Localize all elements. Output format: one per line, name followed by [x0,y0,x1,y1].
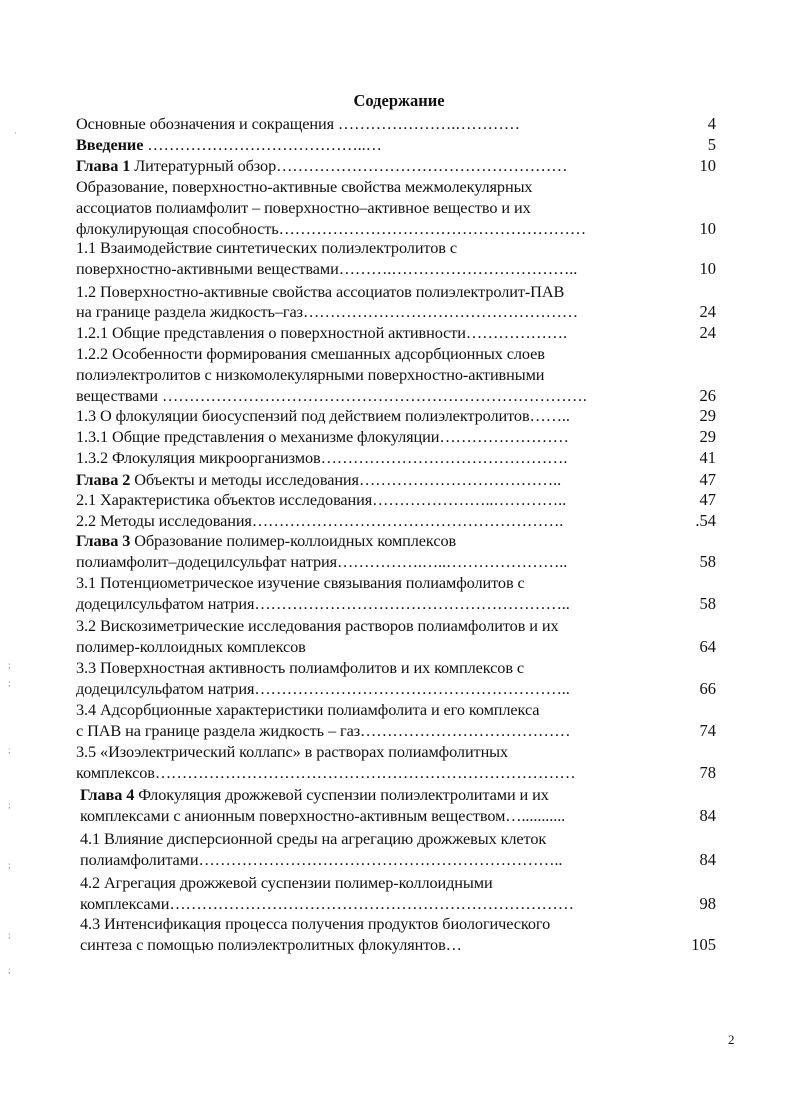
toc-entry-text: Основные обозначения и сокращения ………………….………… [76,114,520,133]
toc-entry-line [76,470,561,491]
toc-entry-line [76,616,558,637]
toc-entry-text: 1.3.2 Флокуляция микроорганизмов………………………………………. [76,448,568,467]
scan-speck: ; [8,930,11,940]
toc-entry-line [76,198,531,219]
scan-speck: ; [8,745,11,755]
toc-entry-line [76,511,563,532]
toc-entry-line [76,282,564,303]
chapter-label: Глава 3 [76,531,131,550]
toc-entry-line [76,238,457,259]
toc-entry-text: полиамфолитами………………………………………………………….. [80,850,563,869]
chapter-label: Глава 1 [76,156,131,175]
toc-entry-line [76,700,539,721]
toc-entry-text: Образование полимер-коллоидных комплексов [130,531,457,550]
toc-entry-text: 4.1 Влияние дисперсионной среды на агрегацию дрожжевых клеток [80,829,547,848]
toc-entry-text: 1.3 О флокуляции биосуспензий под действием полиэлектролитов…….. [76,406,570,425]
toc-page-number: 47 [699,470,716,489]
toc-entry-text: 3.4 Адсорбционные характеристики полиамфолита и его комплекса [76,700,540,719]
toc-entry-text: веществами ……………………………………………………………………. [76,386,587,405]
toc-entry-line [76,531,456,552]
toc-entry-line [76,573,525,594]
toc-entry-line [76,302,578,323]
toc-page-number: 26 [699,386,716,405]
toc-entry-line [80,806,565,827]
page-title: Содержание [353,91,445,110]
toc-entry-text: 1.2.1 Общие представления о поверхностной активности………………. [76,323,567,342]
toc-page-number: 29 [699,427,716,446]
toc-page-number: 4 [707,114,716,133]
toc-entry-text: на границе раздела жидкость–газ…………………………………………… [76,302,579,321]
toc-entry-text: 1.1 Взаимодействие синтетических полиэлектролитов с [76,238,457,257]
toc-entry-text: Литературный обзор……………………………………………… [130,156,568,175]
toc-entry-text: додецилсульфатом натрия………………………………………………….. [76,594,570,613]
toc-page-number: .54 [695,511,716,530]
toc-entry-text: флокулирующая способность………………………………………………… [76,219,587,238]
toc-entry-line [76,219,586,240]
chapter-label: Глава 2 [76,470,131,489]
toc-page-number: 64 [699,637,716,656]
toc-entry-line [76,386,587,407]
toc-entry-line [80,785,549,806]
toc-entry-text: Объекты и методы исследования……………………………….. [130,470,562,489]
toc-entry-text: комплексов…………………………………………………………………… [76,763,576,782]
toc-entry-line [76,344,545,365]
toc-entry-line [76,114,520,135]
toc-entry-text: ассоциатов полиамфолит – поверхностно–активное вещество и их [76,198,531,217]
toc-page-number: 24 [699,302,716,321]
toc-page-number: 29 [699,406,716,425]
scan-speck: ; [8,800,11,810]
toc-entry-text: комплексами с анионным поверхностно-активным веществом…........... [80,806,566,825]
toc-entry-line [76,427,569,448]
toc-entry-text: синтеза с помощью полиэлектролитных флокулянтов… [80,935,462,954]
toc-entry-text: полиэлектролитов с низкомолекулярными поверхностно-активными [76,365,545,384]
chapter-label: Глава 4 [80,785,135,804]
toc-entry-text: 3.3 Поверхностная активность полиамфолитов и их комплексов с [76,658,525,677]
toc-entry-text: с ПАВ на границе раздела жидкость – газ………………………………… [76,721,571,740]
toc-entry-text: 4.2 Агрегация дрожжевой суспензии полимер-коллоидными [80,873,493,892]
toc-entry-line [76,448,567,469]
toc-page-number: 58 [699,594,716,613]
page-number: 2 [728,1032,735,1047]
scan-speck: ; [8,660,11,670]
toc-entry-line [80,935,462,956]
scan-speck: · [14,128,17,138]
toc-entry-text: 4.3 Интенсификация процесса получения продуктов биологического [80,914,551,933]
toc-page-number: 5 [707,135,716,154]
toc-entry-line [80,829,546,850]
toc-entry-text: Флокуляция дрожжевой суспензии полиэлектролитами и их [134,785,549,804]
toc-entry-line [76,177,532,198]
toc-page-number: 58 [699,552,716,571]
toc-entry-line [76,259,577,280]
toc-entry-text: 1.3.1 Общие представления о механизме флокуляции…………………… [76,427,569,446]
toc-entry-line [80,894,574,915]
toc-page-number: 41 [699,448,716,467]
toc-entry-text: Образование, поверхностно-активные свойства межмолекулярных [76,177,533,196]
toc-entry-line [76,721,570,742]
scan-speck: ; [8,678,11,688]
scan-speck: ; [8,965,11,975]
toc-entry-text: полимер-коллоидных комплексов [76,637,306,656]
toc-entry-text: 2.2 Методы исследования…………………………………………………. [76,511,564,530]
toc-page-number: 10 [699,156,716,175]
toc-page-number: 84 [699,850,716,869]
toc-entry-text: 2.1 Характеристика объектов исследования…………………..………….. [76,490,567,509]
toc-entry-line [76,742,508,763]
toc-entry-text: 3.2 Вискозиметрические исследования растворов полиамфолитов и их [76,616,559,635]
scan-speck: ; [8,860,11,870]
toc-entry-text: 3.5 «Изоэлектрический коллапс» в растворах полиамфолитных [76,742,509,761]
toc-page-number: 10 [699,219,716,238]
toc-entry-text: 1.2 Поверхностно-активные свойства ассоциатов полиэлектролит-ПАВ [76,282,565,301]
toc-entry-line [76,552,567,573]
toc-entry-text: поверхностно-активными веществами……….…………………………….. [76,259,578,278]
toc-entry-line [76,763,576,784]
toc-page-number: 66 [699,679,716,698]
toc-entry-line [80,914,550,935]
chapter-label: Введение [76,135,144,154]
toc-entry-text: 1.2.2 Особенности формирования смешанных адсорбционных слоев [76,344,545,363]
toc-entry-line [76,679,570,700]
toc-entry-text: комплексами………………………………………………………………… [80,894,574,913]
toc-page-number: 10 [699,259,716,278]
toc-page-number: 47 [699,490,716,509]
toc-entry-line [76,594,570,615]
toc-entry-line [76,135,382,156]
toc-page-number: 78 [699,763,716,782]
toc-entry-line [80,873,493,894]
toc-entry-text: полиамфолит–додецилсульфат натрия…………….…..………………….. [76,552,568,571]
toc-entry-line [80,850,562,871]
toc-entry-line [76,323,567,344]
toc-entry-line [76,658,524,679]
toc-page-number: 105 [691,935,716,954]
toc-entry-text: …………………………………..… [143,135,382,154]
toc-page-number: 98 [699,894,716,913]
toc-page-number: 84 [699,806,716,825]
toc-page-number: 24 [699,323,716,342]
toc-entry-text: 3.1 Потенциометрическое изучение связывания полиамфолитов с [76,573,525,592]
toc-entry-line [76,490,566,511]
toc-page-number: 74 [699,721,716,740]
toc-entry-line [76,406,570,427]
toc-entry-text: додецилсульфатом натрия………………………………………………….. [76,679,570,698]
toc-entry-line [76,365,544,386]
toc-entry-line [76,156,567,177]
toc-entry-line [76,637,306,658]
